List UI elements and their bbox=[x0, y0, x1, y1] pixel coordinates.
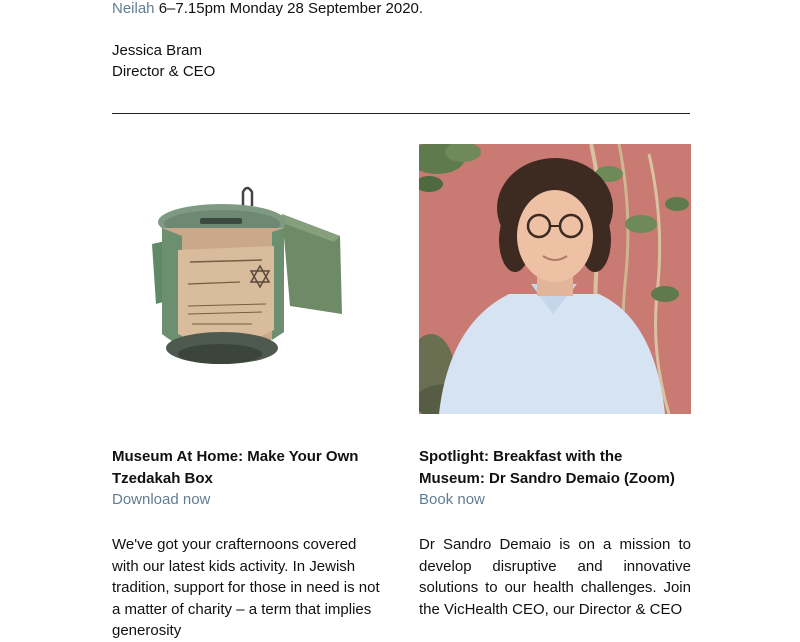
card-tzedakah-box bbox=[112, 144, 384, 642]
card-title: Spotlight: Breakfast with the Museum: Dr Sandro Demaio (Zoom) bbox=[419, 448, 675, 487]
download-now-link[interactable]: Download now bbox=[112, 491, 211, 508]
signature-name: Jessica Bram bbox=[112, 42, 203, 59]
card-body-text: We've got your crafternoons covered with our latest kids activity. In Jewish tradition, support for those in need is not a matter of charity – a term that implies generosity bbox=[112, 536, 380, 639]
card-title: Museum At Home: Make Your Own Tzedakah Box bbox=[112, 448, 359, 487]
tzedakah-box-image[interactable] bbox=[112, 144, 384, 414]
signature-title: Director & CEO bbox=[112, 63, 216, 80]
section-divider bbox=[112, 113, 690, 114]
neilah-link[interactable]: Neilah bbox=[112, 0, 155, 17]
card-breakfast-spotlight bbox=[419, 144, 691, 620]
event-datetime-text: 6–7.15pm Monday 28 September 2020. bbox=[154, 0, 424, 17]
sandro-demaio-photo[interactable] bbox=[419, 144, 691, 414]
event-info-line bbox=[112, 0, 423, 18]
book-now-link[interactable]: Book now bbox=[419, 491, 485, 508]
card-body-text: Dr Sandro Demaio is on a mission to develop disruptive and innovative solutions to our health challenges. Join the VicHealth CEO, our Director & CEO bbox=[419, 536, 691, 618]
